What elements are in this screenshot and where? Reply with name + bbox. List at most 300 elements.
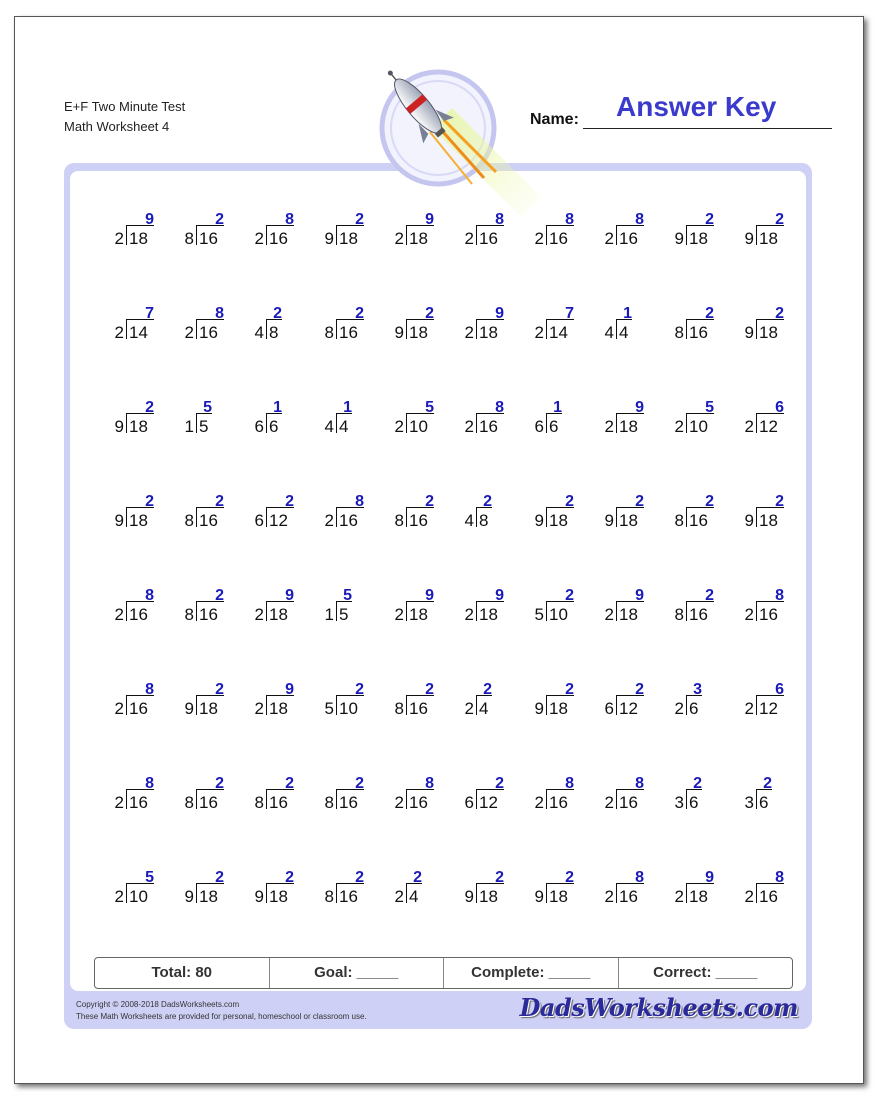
quotient: 2 — [705, 587, 714, 604]
division-problem — [312, 681, 368, 727]
dividend: 10 — [549, 605, 568, 624]
vinculum — [126, 413, 154, 414]
quotient: 8 — [635, 775, 644, 792]
division-bracket-group — [336, 399, 368, 445]
divisor: 2 — [534, 793, 544, 812]
divisor: 2 — [394, 887, 404, 906]
division-problem — [522, 775, 578, 821]
division-problem — [662, 775, 718, 821]
division-bracket-group — [686, 775, 718, 821]
divisor: 6 — [534, 417, 544, 436]
quotient: 2 — [565, 869, 574, 886]
dividend: 16 — [129, 699, 148, 718]
divisor: 2 — [674, 887, 684, 906]
division-bracket — [476, 789, 477, 809]
division-problem — [662, 493, 718, 539]
division-bracket-group — [406, 399, 438, 445]
division-bracket — [196, 413, 197, 433]
quotient: 2 — [775, 493, 784, 510]
divisor: 9 — [534, 511, 544, 530]
vinculum — [336, 695, 364, 696]
dividend: 18 — [269, 605, 288, 624]
quotient: 2 — [355, 211, 364, 228]
dividend: 4 — [479, 699, 489, 718]
divisor: 2 — [114, 605, 124, 624]
division-bracket-group — [336, 305, 368, 351]
vinculum — [476, 789, 504, 790]
vinculum — [756, 319, 784, 320]
vinculum — [476, 413, 504, 414]
division-bracket-group — [126, 305, 158, 351]
division-bracket — [126, 883, 127, 903]
quotient: 9 — [635, 587, 644, 604]
vinculum — [126, 695, 154, 696]
division-bracket-group — [686, 587, 718, 633]
division-bracket — [476, 601, 477, 621]
division-bracket-group — [546, 493, 578, 539]
division-problem — [732, 681, 788, 727]
division-bracket — [476, 507, 477, 527]
division-problem — [102, 775, 158, 821]
quotient: 5 — [343, 587, 352, 604]
vinculum — [756, 507, 784, 508]
usage-line: These Math Worksheets are provided for personal, homeschool or classroom use. — [76, 1012, 367, 1021]
vinculum — [336, 413, 352, 414]
vinculum — [546, 601, 574, 602]
quotient: 9 — [705, 869, 714, 886]
division-bracket-group — [266, 305, 298, 351]
division-problem — [172, 305, 228, 351]
division-bracket — [336, 413, 337, 433]
division-bracket-group — [756, 211, 788, 257]
division-bracket-group — [196, 869, 228, 915]
divisor: 9 — [744, 511, 754, 530]
divisor: 8 — [394, 699, 404, 718]
division-problem — [312, 305, 368, 351]
problem-grid — [70, 171, 806, 991]
division-bracket-group — [126, 587, 158, 633]
division-bracket-group — [686, 305, 718, 351]
dividend: 18 — [479, 887, 498, 906]
vinculum — [336, 319, 364, 320]
quotient: 8 — [635, 869, 644, 886]
divisor: 4 — [604, 323, 614, 342]
division-bracket — [756, 601, 757, 621]
dividend: 6 — [269, 417, 279, 436]
quotient: 5 — [705, 399, 714, 416]
division-problem — [592, 211, 648, 257]
vinculum — [266, 695, 294, 696]
quotient: 2 — [285, 775, 294, 792]
division-problem — [312, 775, 368, 821]
division-bracket-group — [756, 399, 788, 445]
dividend: 12 — [759, 699, 778, 718]
division-bracket-group — [616, 869, 648, 915]
divisor: 2 — [394, 605, 404, 624]
quotient: 2 — [483, 493, 492, 510]
quotient: 2 — [215, 493, 224, 510]
division-bracket — [336, 789, 337, 809]
vinculum — [686, 883, 714, 884]
division-bracket-group — [476, 587, 508, 633]
division-problem — [102, 681, 158, 727]
divisor: 2 — [324, 511, 334, 530]
answer-key-label: Answer Key — [616, 91, 777, 122]
division-bracket-group — [546, 211, 578, 257]
vinculum — [686, 507, 714, 508]
dividend: 16 — [479, 229, 498, 248]
problem-area — [70, 171, 806, 991]
division-bracket — [476, 319, 477, 339]
division-bracket-group — [686, 493, 718, 539]
division-problem — [592, 399, 648, 445]
division-problem — [452, 587, 508, 633]
division-bracket — [686, 225, 687, 245]
quotient: 2 — [215, 211, 224, 228]
division-bracket — [126, 319, 127, 339]
division-bracket-group — [546, 681, 578, 727]
division-bracket — [546, 225, 547, 245]
dividend: 16 — [759, 605, 778, 624]
dividend: 16 — [689, 323, 708, 342]
division-bracket — [196, 789, 197, 809]
division-bracket-group — [196, 211, 228, 257]
division-bracket-group — [476, 681, 508, 727]
division-bracket-group — [196, 305, 228, 351]
divisor: 2 — [114, 229, 124, 248]
quotient: 5 — [203, 399, 212, 416]
quotient: 9 — [285, 681, 294, 698]
dividend: 16 — [759, 887, 778, 906]
division-bracket — [686, 695, 687, 715]
dividend: 16 — [269, 229, 288, 248]
division-problem — [102, 869, 158, 915]
vinculum — [616, 789, 644, 790]
quotient: 2 — [495, 775, 504, 792]
division-problem — [592, 493, 648, 539]
division-bracket — [266, 507, 267, 527]
name-label: Name: — [530, 111, 579, 128]
divisor: 2 — [604, 229, 614, 248]
division-bracket — [686, 319, 687, 339]
vinculum — [546, 789, 574, 790]
dividend: 18 — [549, 887, 568, 906]
dividend: 16 — [409, 699, 428, 718]
quotient: 9 — [425, 587, 434, 604]
division-problem — [452, 493, 508, 539]
division-bracket — [756, 695, 757, 715]
quotient: 2 — [273, 305, 282, 322]
quotient: 9 — [635, 399, 644, 416]
divisor: 9 — [184, 887, 194, 906]
divisor: 2 — [254, 699, 264, 718]
division-bracket-group — [476, 775, 508, 821]
divisor: 2 — [114, 699, 124, 718]
dividend: 18 — [619, 511, 638, 530]
division-bracket — [546, 601, 547, 621]
quotient: 8 — [145, 775, 154, 792]
division-problem — [452, 399, 508, 445]
divisor: 8 — [674, 605, 684, 624]
copyright-notice — [76, 999, 367, 1023]
divisor: 2 — [744, 887, 754, 906]
division-bracket-group — [476, 493, 508, 539]
division-bracket — [336, 601, 337, 621]
dividend: 16 — [619, 793, 638, 812]
vinculum — [196, 695, 224, 696]
division-problem — [172, 399, 228, 445]
divisor: 8 — [254, 793, 264, 812]
divisor: 2 — [184, 323, 194, 342]
divisor: 9 — [254, 887, 264, 906]
division-problem — [242, 869, 298, 915]
quotient: 2 — [145, 493, 154, 510]
divisor: 6 — [464, 793, 474, 812]
division-bracket — [406, 413, 407, 433]
division-bracket-group — [196, 399, 228, 445]
vinculum — [546, 695, 574, 696]
quotient: 2 — [705, 493, 714, 510]
division-problem — [522, 869, 578, 915]
divisor: 2 — [254, 605, 264, 624]
division-problem — [662, 305, 718, 351]
dividend: 6 — [759, 793, 769, 812]
division-bracket — [546, 319, 547, 339]
division-bracket-group — [266, 399, 298, 445]
division-bracket — [126, 225, 127, 245]
vinculum — [406, 883, 422, 884]
division-bracket — [336, 225, 337, 245]
divisor: 9 — [534, 887, 544, 906]
division-bracket-group — [476, 305, 508, 351]
divisor: 8 — [394, 511, 404, 530]
dividend: 16 — [269, 793, 288, 812]
division-problem — [312, 493, 368, 539]
quotient: 2 — [565, 587, 574, 604]
division-bracket — [616, 225, 617, 245]
division-problem — [732, 399, 788, 445]
vinculum — [266, 413, 282, 414]
division-problem — [242, 305, 298, 351]
division-problem — [662, 211, 718, 257]
division-bracket — [616, 601, 617, 621]
vinculum — [126, 789, 154, 790]
dividend: 16 — [619, 887, 638, 906]
vinculum — [196, 225, 224, 226]
division-problem — [382, 587, 438, 633]
division-bracket — [476, 883, 477, 903]
vinculum — [686, 695, 702, 696]
dividend: 16 — [619, 229, 638, 248]
division-problem — [172, 869, 228, 915]
dividend: 16 — [199, 511, 218, 530]
division-problem — [732, 869, 788, 915]
vinculum — [406, 413, 434, 414]
vinculum — [336, 883, 364, 884]
division-problem — [592, 305, 648, 351]
dividend: 14 — [549, 323, 568, 342]
vinculum — [406, 601, 434, 602]
title-line-1: E+F Two Minute Test — [64, 99, 186, 114]
division-bracket-group — [406, 681, 438, 727]
vinculum — [126, 601, 154, 602]
quotient: 2 — [565, 681, 574, 698]
division-bracket-group — [616, 681, 648, 727]
dividend: 18 — [689, 887, 708, 906]
division-bracket-group — [686, 869, 718, 915]
divisor: 2 — [464, 323, 474, 342]
divisor: 6 — [254, 417, 264, 436]
vinculum — [266, 319, 282, 320]
division-bracket-group — [406, 869, 438, 915]
score-bar — [94, 957, 793, 989]
vinculum — [196, 601, 224, 602]
division-problem — [592, 681, 648, 727]
division-bracket — [686, 789, 687, 809]
divisor: 9 — [394, 323, 404, 342]
quotient: 2 — [145, 399, 154, 416]
division-bracket — [196, 695, 197, 715]
vinculum — [616, 601, 644, 602]
quotient: 2 — [215, 775, 224, 792]
quotient: 8 — [145, 681, 154, 698]
division-problem — [662, 869, 718, 915]
divisor: 9 — [464, 887, 474, 906]
quotient: 2 — [705, 211, 714, 228]
quotient: 2 — [425, 493, 434, 510]
dividend: 16 — [689, 511, 708, 530]
vinculum — [756, 789, 772, 790]
divisor: 5 — [534, 605, 544, 624]
division-bracket-group — [546, 399, 578, 445]
division-problem — [452, 775, 508, 821]
vinculum — [126, 507, 154, 508]
division-problem — [242, 211, 298, 257]
quotient: 8 — [285, 211, 294, 228]
division-bracket-group — [266, 681, 298, 727]
divisor: 2 — [604, 887, 614, 906]
divisor: 9 — [744, 323, 754, 342]
division-problem — [382, 493, 438, 539]
division-bracket — [406, 695, 407, 715]
quotient: 2 — [285, 869, 294, 886]
dividend: 10 — [689, 417, 708, 436]
dividend: 18 — [759, 229, 778, 248]
vinculum — [546, 413, 562, 414]
divisor: 8 — [184, 605, 194, 624]
divisor: 2 — [464, 417, 474, 436]
divisor: 2 — [394, 229, 404, 248]
quotient: 5 — [425, 399, 434, 416]
vinculum — [546, 507, 574, 508]
quotient: 2 — [355, 869, 364, 886]
division-bracket-group — [126, 493, 158, 539]
division-problem — [242, 399, 298, 445]
division-bracket — [266, 789, 267, 809]
divisor: 2 — [604, 417, 614, 436]
dividend: 16 — [339, 793, 358, 812]
division-bracket — [476, 695, 477, 715]
dividend: 16 — [199, 229, 218, 248]
dividend: 18 — [759, 511, 778, 530]
vinculum — [616, 507, 644, 508]
dividend: 16 — [549, 229, 568, 248]
division-bracket-group — [616, 399, 648, 445]
divisor: 2 — [744, 417, 754, 436]
division-problem — [382, 681, 438, 727]
vinculum — [756, 695, 784, 696]
division-bracket — [126, 507, 127, 527]
division-bracket — [756, 507, 757, 527]
vinculum — [476, 695, 492, 696]
division-bracket — [336, 695, 337, 715]
division-bracket-group — [546, 305, 578, 351]
division-problem — [452, 681, 508, 727]
division-bracket — [126, 413, 127, 433]
quotient: 2 — [425, 305, 434, 322]
quotient: 8 — [495, 399, 504, 416]
division-problem — [102, 305, 158, 351]
dividend: 16 — [199, 793, 218, 812]
division-bracket-group — [126, 681, 158, 727]
division-bracket — [546, 507, 547, 527]
division-bracket — [756, 225, 757, 245]
division-problem — [522, 587, 578, 633]
dividend: 8 — [269, 323, 279, 342]
dividend: 10 — [409, 417, 428, 436]
quotient: 2 — [215, 869, 224, 886]
division-bracket-group — [406, 305, 438, 351]
divisor: 2 — [534, 229, 544, 248]
division-problem — [732, 493, 788, 539]
division-bracket-group — [336, 587, 368, 633]
divisor: 2 — [674, 699, 684, 718]
division-problem — [382, 305, 438, 351]
vinculum — [686, 413, 714, 414]
vinculum — [756, 413, 784, 414]
divisor: 2 — [464, 699, 474, 718]
quotient: 7 — [145, 305, 154, 322]
total-cell: Total: 80 — [95, 958, 270, 988]
divisor: 1 — [324, 605, 334, 624]
divisor: 2 — [744, 605, 754, 624]
division-bracket-group — [266, 775, 298, 821]
quotient: 2 — [285, 493, 294, 510]
vinculum — [266, 225, 294, 226]
divisor: 9 — [744, 229, 754, 248]
dividend: 16 — [199, 323, 218, 342]
quotient: 2 — [763, 775, 772, 792]
division-bracket-group — [546, 587, 578, 633]
division-problem — [522, 305, 578, 351]
divisor: 9 — [324, 229, 334, 248]
division-bracket-group — [196, 775, 228, 821]
division-bracket-group — [616, 775, 648, 821]
dividend: 8 — [479, 511, 489, 530]
division-bracket-group — [476, 399, 508, 445]
division-bracket — [196, 883, 197, 903]
quotient: 9 — [285, 587, 294, 604]
quotient: 2 — [355, 305, 364, 322]
quotient: 2 — [483, 681, 492, 698]
quotient: 1 — [553, 399, 562, 416]
vinculum — [406, 789, 434, 790]
division-bracket-group — [336, 493, 368, 539]
division-bracket — [196, 601, 197, 621]
quotient: 1 — [623, 305, 632, 322]
vinculum — [756, 601, 784, 602]
quotient: 2 — [355, 775, 364, 792]
